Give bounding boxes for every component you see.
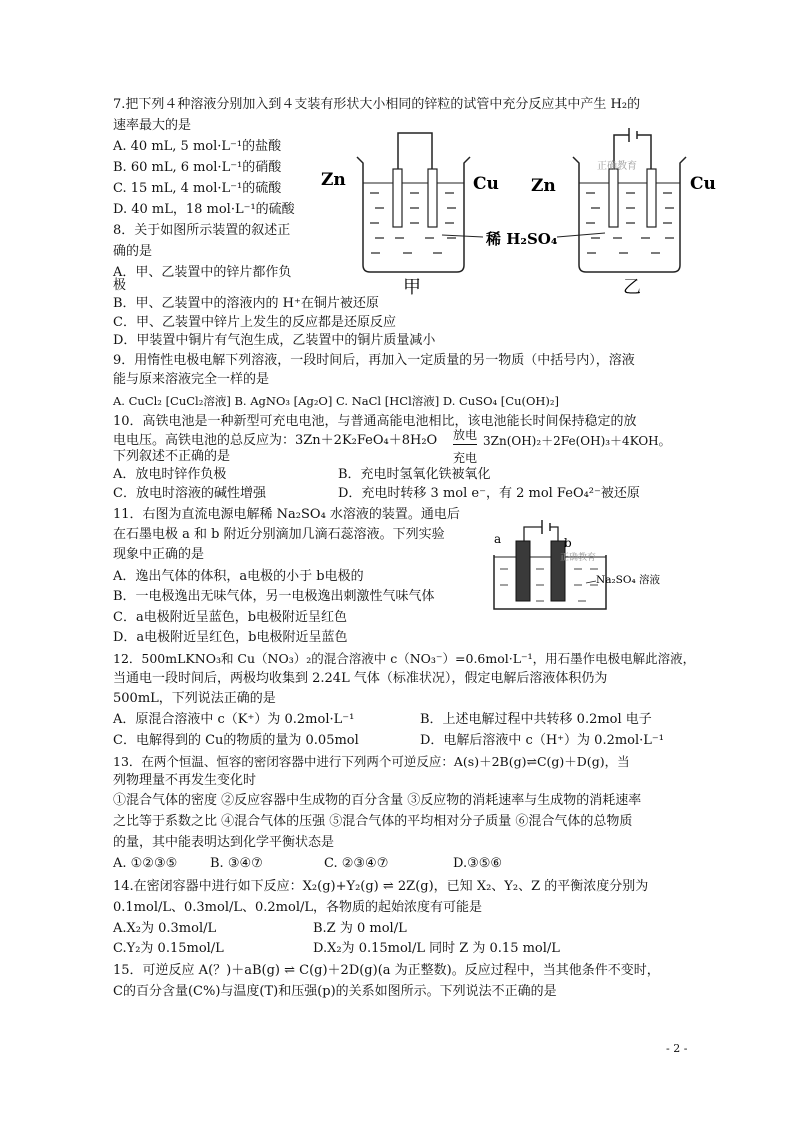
q15-stem-line1: 15．可逆反应 A(？)＋aB(g) ⇌ C(g)＋2D(g)(a 为正整数)。反应过程中，当其他条件不变时， (113, 963, 660, 978)
q7-option-b: B. 60 mL, 6 mol·L⁻¹的硝酸 (113, 160, 282, 175)
q11-electrolysis-figure (488, 517, 673, 617)
q8-acid-label: 稀 H₂SO₄ (486, 230, 558, 248)
q11-option-d: D．a电极附近呈红色，b电极附近呈蓝色 (113, 630, 348, 645)
q11-stem-line3: 现象中正确的是 (113, 547, 205, 562)
q9-stem-line2: 能与原来溶液完全一样的是 (113, 372, 270, 387)
q11-option-b: B．一电极逸出无味气体，另一电极逸出刺激性气味气体 (113, 589, 435, 604)
q7-stem-line2: 速率最大的是 (113, 118, 192, 133)
q8-cu-label-right: Cu (690, 174, 716, 194)
q14-stem-line1: 14.在密闭容器中进行如下反应：X₂(g)+Y₂(g) ⇌ 2Z(g)，已知 X₂、Y₂、Z 的平衡浓度分别为 (113, 879, 649, 894)
q8-option-c: C．甲、乙装置中锌片上发生的反应都是还原反应 (113, 315, 396, 330)
q8-option-d: D．甲装置中铜片有气泡生成，乙装置中的铜片质量减小 (113, 333, 436, 348)
q10-stem-line1: 10．高铁电池是一种新型可充电电池，与普通高能电池相比，该电池能长时间保持稳定的放 (113, 414, 637, 429)
q11-option-a: A．逸出气体的体积，a电极的小于 b电极的 (113, 569, 364, 584)
q9-stem-line1: 9．用惰性电极电解下列溶液，一段时间后，再加入一定质量的另一物质（中括号内），溶液 (113, 353, 635, 368)
q8-stem-line2: 确的是 (113, 244, 153, 259)
q13-option-c: C. ②③④⑦ (324, 856, 389, 871)
q14-option-d: D.X₂为 0.15mol/L 同时 Z 为 0.15 mol/L (313, 941, 560, 956)
q12-option-b: B．上述电解过程中共转移 0.2mol 电子 (420, 712, 652, 727)
q10-arrow-discharge: 放电 (453, 426, 477, 445)
q10-option-b: B．充电时氢氧化铁被氧化 (338, 467, 491, 482)
q8-option-a-line1: A．甲、乙装置中的锌片都作负 (113, 265, 292, 280)
q8-zn-label-left: Zn (321, 170, 346, 190)
q12-option-d: D．电解后溶液中 c（H⁺）为 0.2mol·L⁻¹ (420, 733, 664, 748)
q12-stem-line3: 500mL，下列说法正确的是 (113, 691, 276, 706)
q12-option-a: A．原混合溶液中 c（K⁺）为 0.2mol·L⁻¹ (113, 712, 355, 727)
q11-solution-label: Na₂SO₄ 溶液 (596, 574, 661, 586)
q11-electrode-a-label: a (494, 532, 502, 546)
q7-option-d: D. 40 mL，18 mol·L⁻¹的硫酸 (113, 202, 295, 217)
q10-stem-line2: 电电压。高铁电池的总反应为：3Zn＋2K₂FeO₄＋8H₂O (113, 433, 438, 448)
q10-stem-line3: 下列叙述不正确的是 (113, 449, 231, 464)
q13-stem-line3: ①混合气体的密度 ②反应容器中生成物的百分含量 ③反应物的消耗速率与生成物的消耗速率 (113, 793, 642, 808)
q7-stem-line1: 7.把下列４种溶液分别加入到４支装有形状大小相同的锌粒的试管中充分反应其中产生 H₂的 (113, 97, 641, 112)
q13-stem-line5: 的量，其中能表明达到化学平衡状态是 (113, 835, 335, 850)
q13-stem-line4: 之比等于系数之比 ④混合气体的压强 ⑤混合气体的平均相对分子质量 ⑥混合气体的总物质 (113, 814, 633, 829)
q13-stem-line2: 列物理量不再发生变化时 (113, 773, 257, 788)
q8-cu-label-left: Cu (473, 174, 499, 194)
q8-option-a-line2: 极 (113, 278, 127, 293)
q10-option-c: C．放电时溶液的碱性增强 (113, 486, 266, 501)
q13-stem-line1: 13．在两个恒温、恒容的密闭容器中进行下列两个可逆反应：A(s)＋2B(g)⇌C(g)＋D(g)，当 (113, 754, 630, 769)
q10-option-d: D．充电时转移 3 mol e⁻，有 2 mol FeO₄²⁻被还原 (338, 486, 640, 501)
q13-option-d: D.③⑤⑥ (453, 856, 503, 871)
q13-option-a: A. ①②③⑤ (113, 856, 178, 871)
q8-option-b: B．甲、乙装置中的溶液内的 H⁺在铜片被还原 (113, 296, 379, 311)
page-number: - 2 - (666, 1042, 688, 1055)
q14-stem-line2: 0.1mol/L、0.3mol/L、0.2mol/L，各物质的起始浓度有可能是 (113, 900, 482, 915)
q14-option-c: C.Y₂为 0.15mol/L (113, 941, 224, 956)
q10-arrow-charge: 充电 (453, 451, 478, 465)
q8-watermark: 正确教育 (597, 161, 637, 172)
q9-options: A. CuCl₂ [CuCl₂溶液] B. AgNO₃ [Ag₂O] C. NaCl [HCl溶液] D. CuSO₄ [Cu(OH)₂] (113, 394, 560, 408)
q7-option-a: A. 40 mL, 5 mol·L⁻¹的盐酸 (113, 139, 282, 154)
q8-stem-line1: 8．关于如图所示装置的叙述正 (113, 223, 291, 238)
q8-label-yi: 乙 (623, 277, 641, 295)
q12-option-c: C．电解得到的 Cu的物质的量为 0.05mol (113, 733, 359, 748)
q10-products: 3Zn(OH)₂＋2Fe(OH)₃＋4KOH。 (483, 434, 671, 448)
q11-stem-line2: 在石墨电极 a 和 b 附近分别滴加几滴石蕊溶液。下列实验 (113, 527, 445, 542)
q11-option-c: C．a电极附近呈蓝色，b电极附近呈红色 (113, 610, 348, 625)
q8-label-jia: 甲 (403, 277, 421, 295)
q11-watermark: 正确教育 (560, 553, 597, 563)
q7-option-c: C. 15 mL, 4 mol·L⁻¹的硫酸 (113, 181, 282, 196)
q12-stem-line2: 当通电一段时间后，两极均收集到 2.24L 气体（标准状况），假定电解后溶液体积仍为 (113, 671, 608, 686)
q15-stem-line2: C的百分含量(C%)与温度(T)和压强(p)的关系如图所示。下列说法不正确的是 (113, 984, 557, 999)
q8-cells-figure (315, 125, 727, 295)
q8-zn-label-right: Zn (531, 176, 556, 196)
q13-option-b: B. ③④⑦ (210, 856, 263, 871)
q11-electrode-b-label: b (564, 536, 572, 550)
q10-option-a: A．放电时锌作负极 (113, 467, 227, 482)
q14-option-b: B.Z 为 0 mol/L (313, 921, 407, 936)
q14-option-a: A.X₂为 0.3mol/L (113, 921, 217, 936)
q12-stem-line1: 12．500mLKNO₃和 Cu（NO₃）₂的混合溶液中 c（NO₃⁻）=0.6mol·L⁻¹，用石墨作电极电解此溶液， (113, 651, 696, 666)
q11-stem-line1: 11．右图为直流电源电解稀 Na₂SO₄ 水溶液的装置。通电后 (113, 507, 460, 522)
